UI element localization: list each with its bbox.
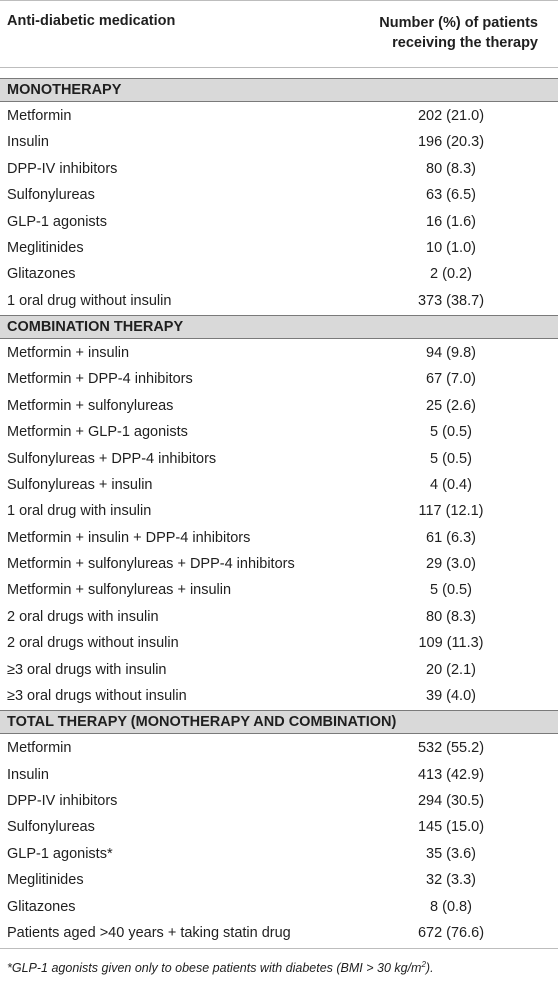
row-value: 117 (12.1): [418, 503, 484, 520]
section-header: [0, 710, 558, 734]
row-label: Insulin: [7, 766, 49, 783]
row-value: 109 (11.3): [418, 635, 484, 652]
row-value: 532 (55.2): [417, 740, 485, 757]
row-label: Metformin + insulin: [7, 345, 130, 361]
row-value: 8 (0.8): [430, 898, 472, 915]
row-label: Metformin + sulfonylureas + insulin: [7, 582, 232, 599]
footnote-end: ).: [425, 961, 434, 975]
table-row: [0, 472, 558, 498]
section-title: TOTAL THERAPY (MONOTHERAPY AND COMBINATION): [7, 714, 397, 731]
row-value: 67 (7.0): [426, 371, 476, 388]
row-value: 10 (1.0): [426, 239, 476, 256]
row-label: Sulfonylureas + DPP-4 inhibitors: [7, 450, 217, 467]
row-label: 1 oral drug without insulin: [7, 292, 172, 309]
row-value: 25 (2.6): [426, 397, 476, 414]
row-label: GLP-1 agonists: [7, 213, 107, 230]
table-row: [0, 762, 558, 788]
row-value: 294 (30.5): [417, 793, 485, 809]
row-value: 413 (42.9): [417, 766, 485, 783]
row-label: Metformin + sulfonylureas: [7, 397, 174, 414]
row-label: ≥3 oral drugs without insulin: [7, 687, 187, 704]
row-value: 94 (9.8): [426, 345, 476, 361]
table-row: [0, 261, 558, 287]
table-row: [0, 920, 558, 946]
row-value: 202 (21.0): [417, 108, 485, 124]
row-label: Meglitinides: [7, 239, 84, 256]
row-label: Metformin + insulin + DPP-4 inhibitors: [7, 529, 251, 546]
section-title: COMBINATION THERAPY: [7, 319, 184, 335]
table-row: [0, 419, 558, 445]
table-row: [0, 630, 558, 656]
table-row: [0, 288, 558, 314]
table-row: [0, 894, 558, 920]
row-value: 196 (20.3): [417, 134, 485, 151]
table-row: [0, 182, 558, 208]
row-value: 4 (0.4): [430, 476, 472, 493]
table-row: [0, 814, 558, 840]
table-row: [0, 498, 558, 524]
table-row: [0, 657, 558, 683]
row-label: Metformin: [7, 108, 72, 124]
row-label: DPP-IV inhibitors: [7, 160, 118, 177]
row-label: Glitazones: [7, 266, 76, 283]
row-label: Insulin: [7, 134, 49, 151]
row-value: 32 (3.3): [426, 872, 476, 889]
table-row: [0, 604, 558, 630]
row-value: 2 (0.2): [430, 266, 472, 283]
table-body: [0, 77, 558, 946]
table-row: [0, 156, 558, 182]
row-label: Metformin: [7, 740, 72, 757]
row-value: 20 (2.1): [426, 661, 476, 678]
section-title: MONOTHERAPY: [7, 82, 122, 98]
row-value: 145 (15.0): [417, 819, 485, 836]
table-row: [0, 577, 558, 603]
row-value: 29 (3.0): [426, 556, 476, 572]
row-label: Sulfonylureas: [7, 819, 95, 836]
table-row: [0, 235, 558, 261]
table-row: [0, 867, 558, 893]
table-row: [0, 551, 558, 577]
footnote-superscript: 2: [421, 959, 426, 969]
row-label: GLP-1 agonists*: [7, 845, 113, 862]
column-header-medication: Anti-diabetic medication: [7, 13, 176, 29]
row-label: 2 oral drugs with insulin: [7, 608, 159, 625]
row-value: 61 (6.3): [426, 529, 476, 546]
table-row: [0, 103, 558, 129]
table-row: [0, 735, 558, 761]
row-label: Meglitinides: [7, 872, 84, 889]
footnote-text: *GLP-1 agonists given only to obese patients with diabetes (BMI > 30 kg/m: [7, 961, 422, 975]
table-row: [0, 788, 558, 814]
row-label: Metformin + sulfonylureas + DPP-4 inhibitors: [7, 556, 295, 572]
row-label: 2 oral drugs without insulin: [7, 635, 179, 652]
row-value: 39 (4.0): [426, 687, 476, 704]
table-row: [0, 209, 558, 235]
row-value: 16 (1.6): [426, 213, 476, 230]
row-label: 1 oral drug with insulin: [7, 503, 152, 520]
table-row: [0, 340, 558, 366]
table-row: [0, 683, 558, 709]
section-header: [0, 78, 558, 102]
row-value: 5 (0.5): [430, 424, 472, 441]
row-label: ≥3 oral drugs with insulin: [7, 661, 167, 678]
column-header-patients: Number (%) of patients receiving the therapy: [379, 15, 538, 51]
row-value: 35 (3.6): [426, 845, 476, 862]
row-value: 80 (8.3): [426, 608, 476, 625]
table-row: [0, 129, 558, 155]
table-row: [0, 366, 558, 392]
row-label: DPP-IV inhibitors: [7, 793, 118, 809]
row-value: 80 (8.3): [426, 160, 476, 177]
row-value: 63 (6.5): [426, 187, 476, 204]
table-footnote: [7, 961, 434, 975]
row-label: Glitazones: [7, 898, 76, 915]
row-label: Patients aged >40 years + taking statin drug: [7, 924, 291, 941]
table-bottom-rule: [0, 948, 558, 949]
table-row: [0, 525, 558, 551]
row-label: Sulfonylureas: [7, 187, 95, 204]
row-value: 672 (76.6): [417, 924, 485, 941]
table-row: [0, 446, 558, 472]
row-label: Sulfonylureas + insulin: [7, 476, 153, 493]
row-value: 373 (38.7): [417, 292, 485, 309]
row-label: Metformin + DPP-4 inhibitors: [7, 371, 193, 388]
row-value: 5 (0.5): [430, 582, 472, 599]
table-header: [0, 0, 558, 68]
table-row: [0, 393, 558, 419]
row-label: Metformin + GLP-1 agonists: [7, 424, 188, 441]
section-header: [0, 315, 558, 339]
row-value: 5 (0.5): [430, 450, 472, 467]
table-row: [0, 841, 558, 867]
